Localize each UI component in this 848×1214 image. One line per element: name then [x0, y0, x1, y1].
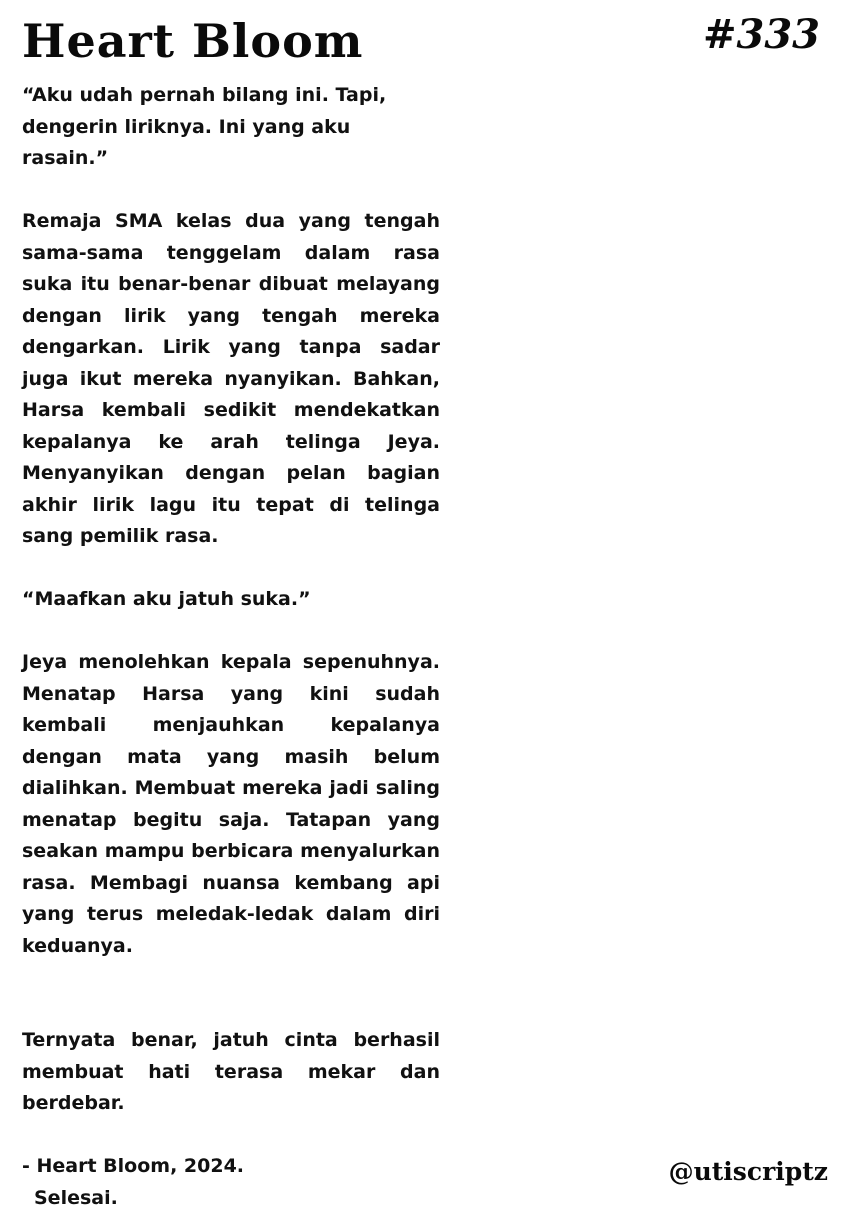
- story-paragraph-4: Jeya menolehkan kepala sepenuhnya. Menatap Harsa yang kini sudah kembali menjauhkan kepalanya dengan mata yang masih belum dialihkan. Membuat mereka jadi saling menatap begitu saja. Tatapan yang seakan mampu berbicara menyalurkan rasa. Membagi nuansa kembang api yang terus meledak-ledak dalam diri keduanya.: [22, 647, 440, 962]
- story-paragraph-5: Ternyata benar, jatuh cinta berhasil membuat hati terasa mekar dan berdebar.: [22, 1025, 440, 1120]
- story-paragraph-3: “Maafkan aku jatuh suka.”: [22, 584, 440, 616]
- author-handle: @utiscriptz: [669, 1156, 828, 1188]
- episode-number: #333: [703, 8, 820, 62]
- end-label: Selesai.: [22, 1183, 440, 1214]
- story-paragraph-1: “Aku udah pernah bilang ini. Tapi, dengerin liriknya. Ini yang aku rasain.”: [22, 80, 440, 175]
- page-title: Heart Bloom: [22, 10, 363, 72]
- signature-line: - Heart Bloom, 2024.: [22, 1151, 440, 1183]
- story-paragraph-2: Remaja SMA kelas dua yang tengah sama-sama tenggelam dalam rasa suka itu benar-benar dibuat melayang dengan lirik yang tengah mereka dengarkan. Lirik yang tanpa sadar juga ikut mereka nyanyikan. Bahkan, Harsa kembali sedikit mendekatkan kepalanya ke arah telinga Jeya. Menyanyikan dengan pelan bagian akhir lirik lagu itu tepat di telinga sang pemilik rasa.: [22, 206, 440, 553]
- story-body: [22, 80, 440, 1214]
